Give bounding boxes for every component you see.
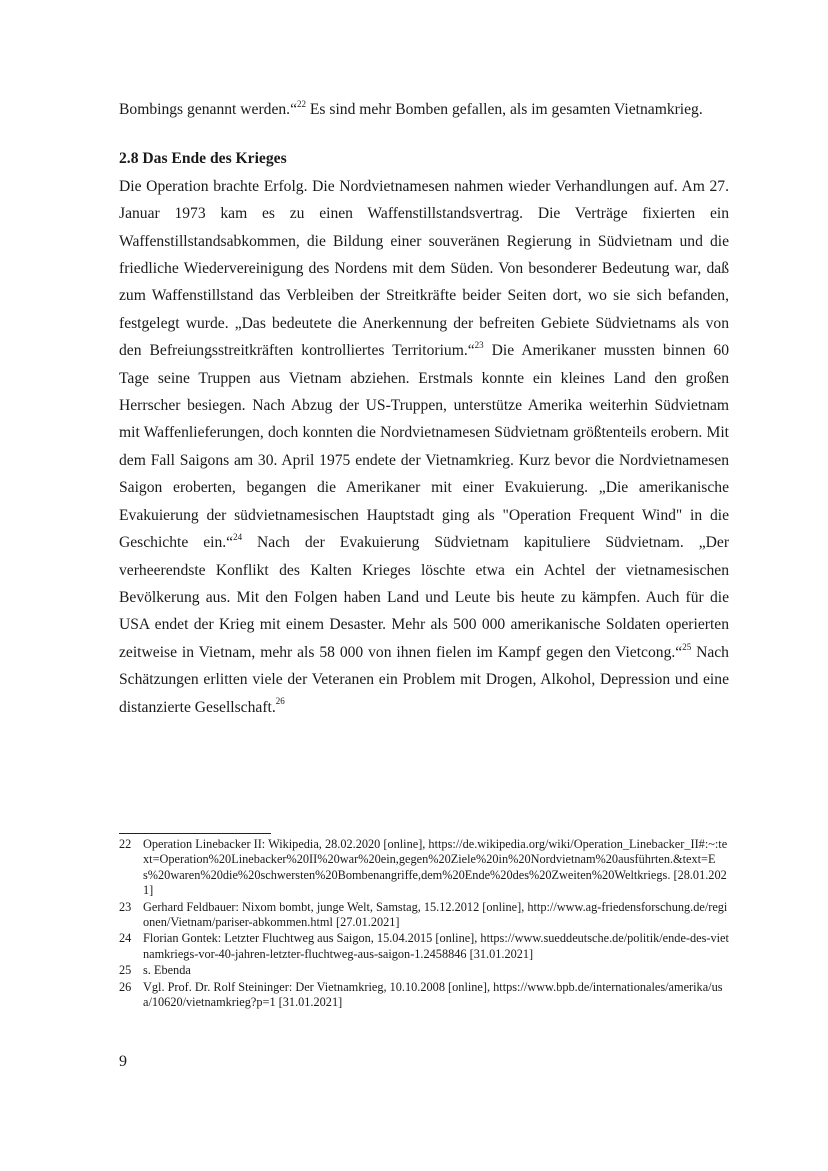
main-text-part-1: Die Operation brachte Erfolg. Die Nordvietnamesen nahmen wieder Verhandlungen auf. Am 27. Januar 1973 kam es zu einen Waffenstillstandsvertrag. Die Verträge fixierten ein Waffenstillstandsabkommen, die Bildung einer souveränen Regierung in Südvietnam und die friedliche Wiedervereinigung des Nordens mit dem Süden. Von besonderer Bedeutung war, daß zum Waffenstillstand das Verbleiben der Streitkräfte beider Seiten dort, wo sie sich befanden, festgelegt wurde. „Das bedeutete die Anerkennung der befreiten Gebiete Südvietnams als von den Befreiungsstreitkräften kontrolliertes Territorium.“ <box>119 177 729 360</box>
intro-tail: Es sind mehr Bomben gefallen, als im gesamten Vietnamkrieg. <box>306 101 703 118</box>
footnote-text: Florian Gontek: Letzter Fluchtweg aus Saigon, 15.04.2015 [online], https://www.sueddeutsche.de/politik/ende-des-vietnamkriegs-vor-40-jahren-letzter-fluchtweg-aus-saigon-1.2458846 [31.01.2021] <box>143 931 729 961</box>
footnote-number: 24 <box>119 931 132 946</box>
page-number: 9 <box>119 1053 127 1070</box>
footnote-number: 22 <box>119 837 132 851</box>
footnote-item <box>119 900 729 931</box>
footnote-item <box>119 931 729 962</box>
footnote-separator <box>119 833 271 834</box>
main-text-part-4: Nach Schätzungen erlitten viele der Veteranen ein Problem mit Drogen, Alkohol, Depression und eine distanzierte Gesellschaft. <box>119 643 729 716</box>
footnote-ref-25[interactable]: 25 <box>682 641 692 652</box>
footnote-number: 25 <box>119 963 132 978</box>
footnote-item <box>119 963 729 978</box>
footnote-text: Operation Linebacker II: Wikipedia, 28.02.2020 [online], https://de.wikipedia.org/wiki/Operation_Linebacker_II#:~:text=Operation%20Linebacker%20II%20war%20ein,gegen%20Ziele%20in%20Nordvietnam%20ausführten.&text=Es%20waren%20die%20schwersten%20Bombenangriffe,dem%20Ende%20des%20Zweiten%20Weltkriegs. [28.01.2021] <box>143 837 728 898</box>
intro-paragraph <box>119 96 729 123</box>
footnote-text: Vgl. Prof. Dr. Rolf Steininger: Der Vietnamkrieg, 10.10.2008 [online], https://www.bpb.de/internationales/amerika/usa/10620/vietnamkrieg?p=1 [31.01.2021] <box>143 979 723 1010</box>
footnote-ref-23[interactable]: 23 <box>474 340 484 351</box>
footnote-number: 23 <box>119 899 132 914</box>
footnotes-section <box>119 833 729 1011</box>
document-body <box>119 96 729 721</box>
main-text-part-3: Nach der Evakuierung Südvietnam kapituliere Südvietnam. „Der verheerendste Konflikt des Kalten Krieges löschte etwa ein Achtel der vietnamesischen Bevölkerung aus. Mit den Folgen haben Land und Leute bis heute zu kämpfen. Auch für die USA endet der Krieg mit einem Desaster. Mehr als 500 000 amerikanische Soldaten operierten zeitweise in Vietnam, mehr als 58 000 von ihnen fielen im Kampf gegen den Vietcong.“ <box>119 534 730 661</box>
section-heading: 2.8 Das Ende des Krieges <box>119 150 287 168</box>
main-text-part-2: Die Amerikaner mussten binnen 60 Tage seine Truppen aus Vietnam abziehen. Erstmals konnte ein kleines Land den großen Herrscher besiegen. Nach Abzug der US-Truppen, unterstütze Amerika weiterhin Südvietnam mit Waffenlieferungen, doch konnten die Nordvietnamesen Südvietnam größtenteils erobern. Mit dem Fall Saigons am 30. April 1975 endete der Vietnamkrieg. Kurz bevor die Nordvietnamesen Saigon eroberten, begangen die Amerikaner mit einer Evakuierung. „Die amerikanische Evakuierung der südvietnamesischen Hauptstadt ging als "Operation Frequent Wind" in die Geschichte ein.“ <box>119 342 729 552</box>
intro-text: Bombings genannt werden.“ <box>119 101 297 118</box>
footnote-text: s. Ebenda <box>143 963 191 978</box>
footnote-number: 26 <box>119 979 132 994</box>
footnote-ref-22[interactable]: 22 <box>297 98 306 109</box>
footnote-ref-26[interactable]: 26 <box>275 696 285 707</box>
footnote-text: Gerhard Feldbauer: Nixom bombt, junge Welt, Samstag, 15.12.2012 [online], http://www.ag-friedensforschung.de/regionen/Vietnam/pariser-abkommen.html [27.01.2021] <box>143 899 728 930</box>
footnote-ref-24[interactable]: 24 <box>233 531 243 542</box>
footnote-item <box>119 837 729 899</box>
footnote-item <box>119 980 729 1011</box>
main-paragraph <box>119 173 729 721</box>
